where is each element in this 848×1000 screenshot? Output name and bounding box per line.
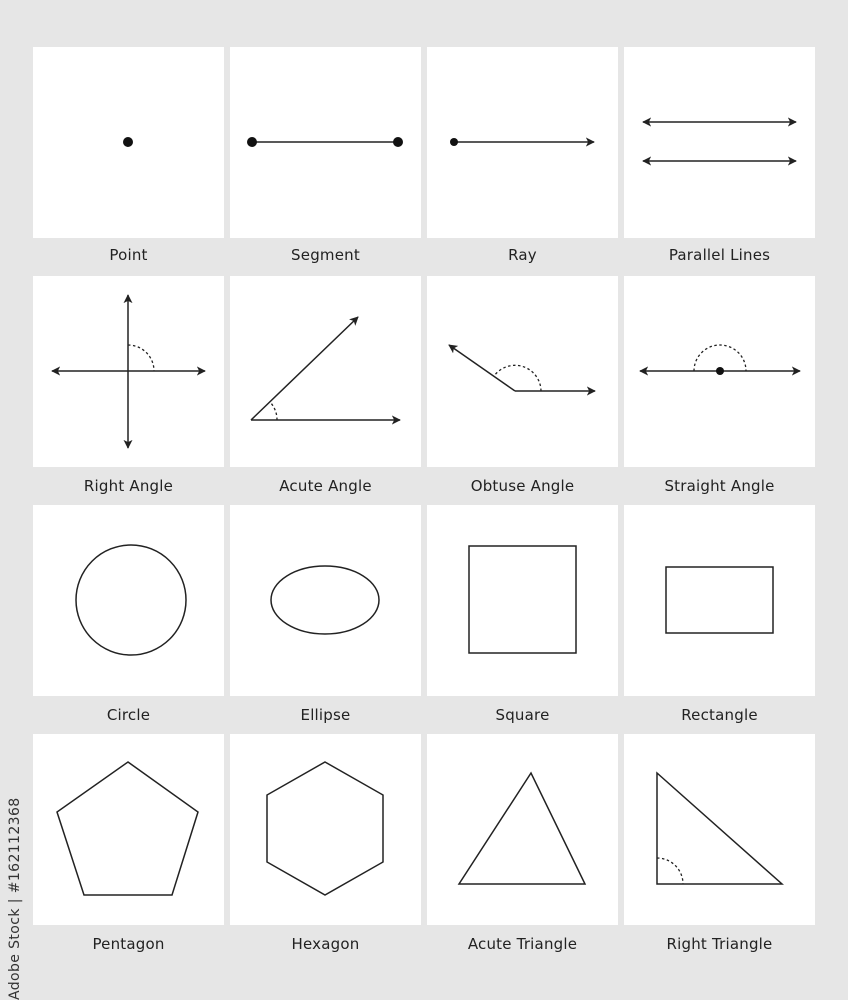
acute-triangle-card [427,734,618,925]
acute-triangle-label: Acute Triangle [467,935,578,953]
hexagon-figure [230,734,421,925]
point-figure [33,47,224,238]
ray-figure [427,47,618,238]
ray-label: Ray [508,246,537,264]
straight-angle-figure [624,276,815,467]
stock-credit [6,760,24,1000]
acute-triangle-figure [427,734,618,925]
rectangle-label: Rectangle [681,706,758,724]
obtuse-angle-card [427,276,618,467]
segment-label: Segment [291,246,360,264]
pentagon-card [33,734,224,925]
right-triangle-card [624,734,815,925]
segment-card [230,47,421,238]
right-angle-figure [33,276,224,467]
ray-card [427,47,618,238]
obtuse-angle-figure [427,276,618,467]
parallel-lines-card [624,47,815,238]
right-angle-label: Right Angle [83,477,174,495]
pentagon-figure [33,734,224,925]
circle-figure [33,505,224,696]
right-triangle-figure [624,734,815,925]
circle-card [33,505,224,696]
straight-angle-label: Straight Angle [664,477,775,495]
parallel-lines-figure [624,47,815,238]
point-card [33,47,224,238]
ellipse-label: Ellipse [300,706,351,724]
acute-angle-card [230,276,421,467]
hexagon-label: Hexagon [291,935,360,953]
ellipse-card [230,505,421,696]
parallel-lines-label: Parallel Lines [668,246,771,264]
right-triangle-label: Right Triangle [666,935,773,953]
straight-angle-card [624,276,815,467]
rectangle-figure [624,505,815,696]
obtuse-angle-label: Obtuse Angle [470,477,575,495]
rectangle-card [624,505,815,696]
right-angle-card [33,276,224,467]
pentagon-label: Pentagon [92,935,165,953]
point-label: Point [109,246,148,264]
segment-figure [230,47,421,238]
square-label: Square [495,706,550,724]
square-card [427,505,618,696]
square-figure [427,505,618,696]
acute-angle-figure [230,276,421,467]
stock-credit-text: Adobe Stock | #162112368 [7,797,23,1000]
hexagon-card [230,734,421,925]
ellipse-figure [230,505,421,696]
acute-angle-label: Acute Angle [279,477,372,495]
circle-label: Circle [106,706,151,724]
